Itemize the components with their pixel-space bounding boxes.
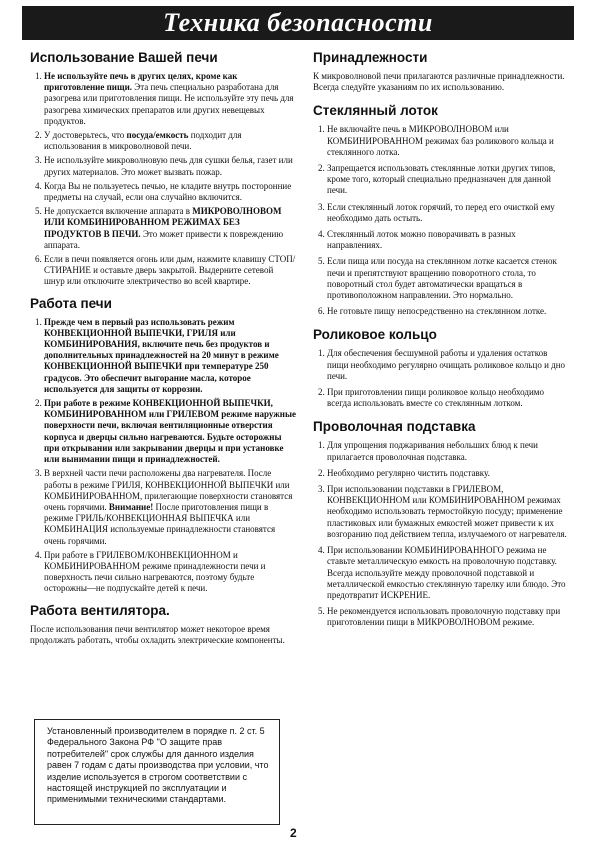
list-item	[44, 317, 296, 395]
section-wire-rack	[313, 419, 569, 628]
section-accessories	[313, 50, 569, 93]
item-text: Не допускается включение аппарата в	[44, 206, 193, 217]
section-title: Принадлежности	[313, 50, 428, 65]
emphasis-text: Прежде чем в первый раз использовать режим КОНВЕКЦИОННОЙ ВЫПЕЧКИ, ГРИЛЯ или КОМБИНИРОВАНИЯ, включите печь без продуктов и дополнительных принадлежностей на 20 минут в режиме КОНВЕКЦИОННОЙ ВЫПЕЧКИ при температуре 250 градусов. Это обеспечит выгорание масла, которое используется для защиты от коррозии.	[44, 316, 279, 394]
section-title: Проволочная подставка	[313, 419, 476, 435]
list-item: 1. Для упрощения поджаривания небольших блюд к печи прилагается проволочная подставка.	[327, 440, 569, 462]
section-title: Стеклянный лоток	[313, 103, 438, 119]
item-text: После приготовления пищи в режиме ГРИЛЬ/КОНВЕКЦИОННАЯ ВЫПЕЧКА или КОМБИНАЦИЯ используемые принадлежности становятся очень горячими.	[44, 501, 276, 546]
list-item: 5. Если пища или посуда на стеклянном лотке касается стенок печи и препятствуют вращению поворотного стола, то поворотный стол будет автоматически вращаться в противоположном направлении. Это нормально.	[327, 256, 569, 301]
item-text: подходит для использования в микроволновой печи.	[44, 130, 242, 152]
right-column	[313, 50, 569, 637]
item-text: Не используйте микроволновую печь для сушки белья, газет или других материалов. Это может вызвать пожар.	[44, 155, 293, 177]
emphasis-text: Внимание!	[108, 501, 154, 512]
list-item: 3. При использовании подставки в ГРИЛЕВОМ, КОНВЕКЦИОННОМ или КОМБИНИРОВАННОМ режимах необходимо использовать термостойкую посуду; применение пластиковых или бумажных емкостей может привести к их возгоранию под действием тепла, излучаемого от нагревателя.	[327, 484, 569, 540]
page-title: Техника безопасности	[163, 8, 433, 37]
section-oven-operation	[30, 296, 296, 595]
emphasis-text: Не используйте печь в других целях, кроме как приготовление пищи.	[44, 71, 238, 93]
emphasis-text: При работе в режиме КОНВЕКЦИОННОЙ ВЫПЕЧКИ, КОМБИНИРОВАННОМ или ГРИЛЕВОМ режиме наружные поверхности печи, включая вентиляционные отверстия корпуса и дверцы сильно нагреваются. Будьте осторожны при открывании или закрывании дверцы и при установке или вынимании пищи и принадлежностей.	[44, 398, 296, 465]
emphasis-text: посуда/емкость	[126, 130, 189, 141]
item-text: Если в печи появляется огонь или дым, нажмите клавишу СТОП/СТИРАНИЕ и оставьте дверь закрытой. Выдерните сетевой шнур или отключите электричество во всей квартире.	[44, 254, 296, 287]
section-title: Работа печи	[30, 295, 112, 311]
rule-list	[30, 71, 296, 288]
page-number: 2	[290, 826, 297, 840]
section-fan	[30, 603, 296, 646]
list-item	[44, 71, 296, 127]
item-text: Когда Вы не пользуетесь печью, не кладите внутрь посторонние предметы на случай, если она случайно включится.	[44, 180, 292, 203]
rule-list	[313, 348, 569, 409]
list-item	[44, 206, 296, 251]
list-item: 3. Если стеклянный лоток горячий, то перед его очисткой ему необходимо дать остыть.	[327, 202, 569, 224]
list-item	[44, 130, 296, 152]
list-item: 2. При приготовлении пищи роликовое кольцо необходимо всегда использовать вместе со стеклянным лотком.	[327, 387, 569, 409]
list-item: 1. Для обеспечения бесшумной работы и удаления остатков пищи необходимо регулярно очищать роликовое кольцо и дно печи.	[327, 348, 569, 382]
list-item: 5. Не рекомендуется использовать проволочную подставку при приготовлении пищи в МИКРОВОЛНОВОМ режиме.	[327, 606, 569, 628]
list-item	[44, 181, 296, 203]
rule-list	[313, 440, 569, 628]
list-item	[44, 254, 296, 288]
section-title: Использование Вашей печи	[30, 50, 218, 65]
section-text: К микроволновой печи прилагаются различные принадлежности. Всегда следуйте указаниям по их использованию.	[313, 71, 565, 93]
list-item: 2. Запрещается использовать стеклянные лотки других типов, кроме того, который специально предназначен для данной печи.	[327, 163, 569, 197]
list-item: 4. При использовании КОМБИНИРОВАННОГО режима не ставьте металлическую емкость на проволочную подставку. Всегда используйте между проволочной подставкой и металлической емкостью стеклянную тарелку или блюдо. Это предотвратит ИСКРЕНИЕ.	[327, 545, 569, 601]
section-title: Роликовое кольцо	[313, 327, 437, 343]
section-glass-tray	[313, 103, 569, 317]
section-roller-ring	[313, 327, 569, 409]
list-item: 1. Не включайте печь в МИКРОВОЛНОВОМ или КОМБИНИРОВАННОМ режимах баз роликового кольца и стеклянного лотка.	[327, 124, 569, 158]
section-oven-use	[30, 50, 296, 288]
list-item	[44, 155, 296, 177]
list-item	[44, 550, 296, 595]
emphasis-text: МИКРОВОЛНОВОМ ИЛИ КОМБИНИРОВАННОМ РЕЖИМАХ БЕЗ ПРОДУКТОВ В ПЕЧИ.	[44, 206, 282, 239]
section-text: После использования печи вентилятор может некоторое время продолжать работать, чтобы охладить электрические компоненты.	[30, 623, 285, 645]
item-text: Эта печь специально разработана для разогрева или приготовления пищи. Не используйте эту печь для разогрева химических препаратов или других невещевых продуктов.	[44, 82, 294, 126]
left-column	[30, 50, 296, 652]
list-item	[44, 468, 296, 546]
list-item: 6. Не готовьте пищу непосредственно на стеклянном лотке.	[327, 306, 569, 317]
item-text: Это может привести к повреждению аппарата.	[44, 228, 284, 250]
rule-list	[313, 124, 569, 317]
service-life-notice: Установленный производителем в порядке п. 2 ст. 5 Федерального Закона РФ "О защите прав потребителей" срок службы для данного изделия равен 7 годам с даты производства при условии, что изделие используется в строгом соответствии с настоящей инструкцией по эксплуатации и применимыми техническими стандартами.	[34, 719, 280, 825]
section-title: Работа вентилятора.	[30, 602, 170, 618]
list-item: 4. Стеклянный лоток можно поворачивать в разных направлениях.	[327, 229, 569, 251]
list-item: 2. Необходимо регулярно чистить подставку.	[327, 468, 569, 479]
rule-list	[30, 317, 296, 595]
item-text: В верхней части печи расположены два нагревателя. После работы в режиме ГРИЛЯ, КОНВЕКЦИОННОЙ ВЫПЕЧКИ или КОМБИНИРОВАННОМ, прилегающие поверхности становятся очень горячими.	[44, 468, 293, 512]
page-title-banner	[22, 6, 574, 40]
item-text: У достоверьтесь, что	[44, 130, 127, 141]
item-text: При работе в ГРИЛЕВОМ/КОНВЕКЦИОННОМ и КОМБИНИРОВАННОМ режиме принадлежности печи и поверхность печи сильно нагреваются, поэтому будьте осторожны—не подпускайте детей к печи.	[44, 549, 266, 594]
list-item	[44, 398, 296, 465]
